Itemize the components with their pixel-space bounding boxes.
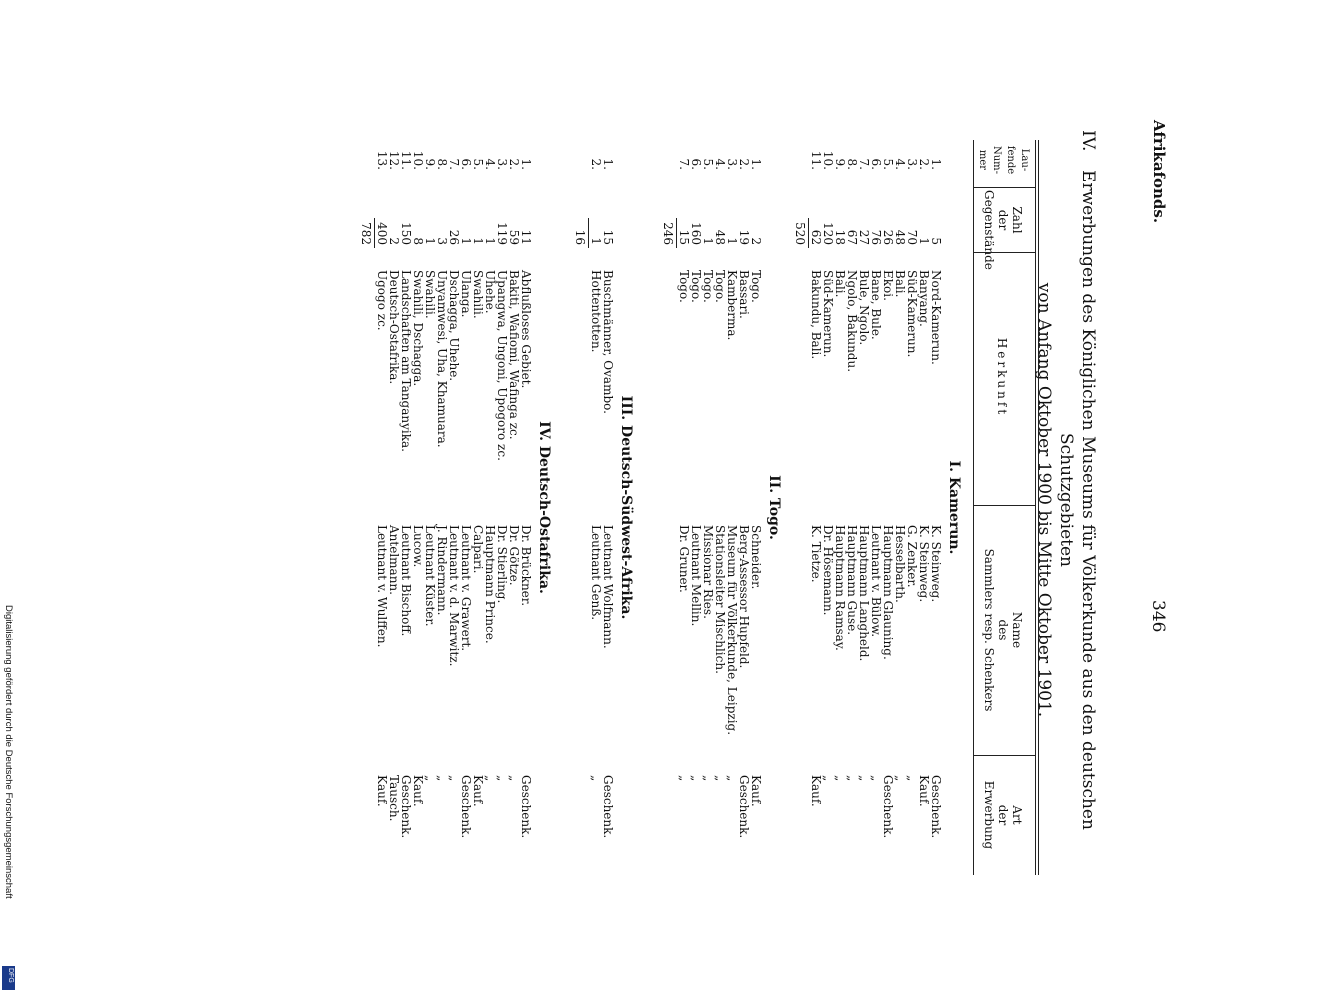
acquisition-cell: „ <box>725 775 739 782</box>
collector-cell: Leutnant Genß. <box>589 525 603 621</box>
header-collector: Name des Sammlers resp. Schenkers <box>982 548 1024 712</box>
row-number: 5. <box>701 158 715 170</box>
acquisition-cell: „ <box>845 775 859 782</box>
acquisition-cell: „ <box>507 775 521 782</box>
table-row <box>459 140 472 875</box>
item-count: 119 <box>495 222 509 245</box>
row-number: 2. <box>589 158 603 170</box>
dfg-logo <box>2 966 15 990</box>
origin-cell: Buschmänner, Ovambo. <box>601 270 615 414</box>
collector-cell: Hauptmann Guse. <box>845 525 859 636</box>
acquisition-cell: Kauf. <box>809 775 823 807</box>
row-number: 1. <box>929 158 943 170</box>
total-rule <box>808 218 809 248</box>
acquisition-cell: „ <box>495 775 509 782</box>
item-count: 1 <box>917 237 931 245</box>
acquisition-cell: „ <box>677 775 691 782</box>
table-row <box>495 140 508 875</box>
row-number: 4. <box>483 158 497 170</box>
collector-cell: Dr. Hösemann. <box>821 525 835 616</box>
collector-cell: K. Steinweg. <box>917 525 931 603</box>
origin-cell: Bali. <box>833 270 847 298</box>
item-count: 1 <box>471 237 485 245</box>
page-number: 346 <box>1148 600 1168 633</box>
acquisition-cell: „ <box>589 775 603 782</box>
collector-cell: J. Rindermann. <box>435 525 449 616</box>
table-row <box>821 140 834 875</box>
collector-cell: Hauptmann Langheld. <box>857 525 871 662</box>
item-count: 3 <box>435 237 449 245</box>
item-count: 1 <box>725 237 739 245</box>
credit-text: Digitalisierung gefördert durch die Deutsche Forschungsgemeinschaft <box>3 605 14 899</box>
item-count: 11 <box>519 229 533 245</box>
row-number: 9. <box>423 158 437 170</box>
row-number: 5. <box>881 158 895 170</box>
item-count: 1 <box>483 237 497 245</box>
table-row <box>677 140 690 875</box>
row-number: 8. <box>845 158 859 170</box>
origin-cell: Ulanga. <box>459 270 473 318</box>
collector-cell: Hesselbarth. <box>893 525 907 603</box>
total-rule <box>374 218 375 248</box>
collector-cell: Leutnant Wolfmann. <box>601 525 615 649</box>
row-number: 1. <box>601 158 615 170</box>
page-title <box>1033 120 1099 880</box>
acquisition-cell: Tausch. <box>387 775 401 822</box>
collector-cell: Dr. Gruner. <box>677 525 691 593</box>
collector-cell: Dr. Brückner. <box>519 525 533 607</box>
origin-cell: Togo. <box>749 270 763 303</box>
table-row <box>893 140 906 875</box>
row-number: 4. <box>893 158 907 170</box>
acquisition-cell: „ <box>905 775 919 782</box>
row-number: 13. <box>375 150 389 170</box>
table-row <box>905 140 918 875</box>
row-number: 12. <box>387 150 401 170</box>
acquisition-cell: Geschenk. <box>737 775 751 839</box>
table-top-rule <box>1038 140 1039 875</box>
running-head-title: Afrikafonds. <box>1150 120 1168 224</box>
item-count: 26 <box>447 229 461 245</box>
item-count: 150 <box>399 222 413 245</box>
item-count: 15 <box>677 229 691 245</box>
table-row <box>833 140 846 875</box>
origin-cell: Ugogo zc. <box>375 270 389 331</box>
col-divider-3 <box>974 505 1036 506</box>
section-total: 520 <box>793 222 807 245</box>
header-number: Lau- fende Num- mer <box>977 145 1030 175</box>
origin-cell: Togo. <box>677 270 691 303</box>
acquisition-cell: Geschenk. <box>399 775 413 839</box>
item-count: 160 <box>689 222 703 245</box>
item-count: 1 <box>423 237 437 245</box>
row-number: 7. <box>677 158 691 170</box>
origin-cell: Unyamwesi, Uha, Khamuara. <box>435 270 449 448</box>
collector-cell: Leutnant Mellin. <box>689 525 703 627</box>
section-total: 16 <box>573 229 587 245</box>
collector-cell: Dr. Götze. <box>507 525 521 586</box>
item-count: 27 <box>857 229 871 245</box>
row-number: 11. <box>399 150 413 170</box>
origin-cell: Bakundu, Bali. <box>809 270 823 360</box>
table-row <box>387 140 400 875</box>
table-row <box>519 140 532 875</box>
item-count: 400 <box>375 222 389 245</box>
acquisition-cell: „ <box>689 775 703 782</box>
acquisition-cell: „ <box>857 775 871 782</box>
item-count: 48 <box>713 229 727 245</box>
item-count: 18 <box>833 229 847 245</box>
acquisition-cell: Kauf. <box>471 775 485 807</box>
row-number: 3. <box>725 158 739 170</box>
section-title: III. Deutsch-Südwest-Afrika. <box>618 395 634 620</box>
total-rule <box>588 218 589 248</box>
table-row <box>411 140 424 875</box>
origin-cell: Dschagga, Uhehe. <box>447 270 461 382</box>
table-row <box>713 140 726 875</box>
collector-cell: Missionar Ries. <box>701 525 715 619</box>
collector-cell: K. Steinweg. <box>929 525 943 603</box>
item-count: 59 <box>507 229 521 245</box>
origin-cell: Landschaften am Tanganyika. <box>399 270 413 452</box>
origin-cell: Swahili. <box>423 270 437 319</box>
origin-cell: Nord-Kamerun. <box>929 270 943 365</box>
item-count: 19 <box>737 229 751 245</box>
origin-cell: Bule, Ngolo. <box>857 270 871 346</box>
acquisition-cell: Kauf. <box>375 775 389 807</box>
section-total: 246 <box>661 222 675 245</box>
item-count: 15 <box>601 229 615 245</box>
collector-cell: Antelmann. <box>387 525 401 595</box>
col-divider-4 <box>974 755 1036 756</box>
table-row <box>737 140 750 875</box>
dfg-credit <box>2 605 14 985</box>
origin-cell: Upangwa, Ungoni, Upogoro zc. <box>495 270 509 461</box>
collector-cell: Leutnant Bischoff. <box>399 525 413 637</box>
origin-cell: Süd-Kamerun. <box>821 270 835 358</box>
running-head <box>1138 120 1168 880</box>
section-title: IV. Deutsch-Ostafrika. <box>536 421 552 594</box>
table-row <box>589 140 602 875</box>
table-row <box>809 140 822 875</box>
origin-cell: Ekoi. <box>881 270 895 301</box>
table-top-rule-2 <box>1035 140 1036 875</box>
acquisition-cell: Geschenk. <box>519 775 533 839</box>
row-number: 10. <box>411 150 425 170</box>
item-count: 67 <box>845 229 859 245</box>
item-count: 76 <box>869 229 883 245</box>
origin-cell: Banyang. <box>917 270 931 327</box>
collector-cell: Leutnant Küster. <box>423 525 437 627</box>
item-count: 2 <box>387 237 401 245</box>
origin-cell: Bali. <box>893 270 907 298</box>
origin-cell: Swahili. <box>471 270 485 319</box>
row-number: 3. <box>905 158 919 170</box>
collector-cell: Calpari. <box>471 525 485 574</box>
table-row <box>447 140 460 875</box>
collector-cell: Hauptmann Prince. <box>483 525 497 644</box>
row-number: 1. <box>749 158 763 170</box>
acquisition-cell: „ <box>701 775 715 782</box>
origin-cell: Süd-Kamerun. <box>905 270 919 358</box>
title-roman: IV. <box>1078 130 1098 152</box>
acquisition-cell: „ <box>483 775 497 782</box>
row-number: 6. <box>869 158 883 170</box>
acquisition-cell: „ <box>713 775 727 782</box>
table-row <box>507 140 520 875</box>
origin-cell: Togo. <box>701 270 715 303</box>
table-row <box>399 140 412 875</box>
acquisition-cell: Kauf. <box>917 775 931 807</box>
acquisition-cell: „ <box>435 775 449 782</box>
row-number: 4. <box>713 158 727 170</box>
item-count: 48 <box>893 229 907 245</box>
item-count: 5 <box>929 237 943 245</box>
table-row <box>423 140 436 875</box>
table-row <box>701 140 714 875</box>
table-row <box>435 140 448 875</box>
item-count: 8 <box>411 237 425 245</box>
row-number: 1. <box>519 158 533 170</box>
item-count: 1 <box>459 237 473 245</box>
acquisition-cell: Geschenk. <box>459 775 473 839</box>
origin-cell: Kamberma. <box>725 270 739 341</box>
collector-cell: Lucow. <box>411 525 425 568</box>
collector-cell: Hauptmann Ramsay. <box>833 525 847 651</box>
header-count: Zahl der Gegenstände <box>982 190 1024 270</box>
acquisition-cell: Kauf. <box>411 775 425 807</box>
item-count: 2 <box>749 237 763 245</box>
section-total: 782 <box>359 222 373 245</box>
item-count: 1 <box>701 237 715 245</box>
table-row <box>689 140 702 875</box>
collector-cell: Leutnant v. Bülow. <box>869 525 883 638</box>
header-bottom-rule <box>973 140 974 875</box>
title-line-2: von Anfang Oktober 1900 bis Mitte Oktober 1901. <box>1034 282 1054 718</box>
collector-cell: K. Tietze. <box>809 525 823 583</box>
acquisition-cell: „ <box>893 775 907 782</box>
table-row <box>749 140 762 875</box>
row-number: 9. <box>833 158 847 170</box>
total-rule <box>676 218 677 248</box>
collector-cell: Leutnant v. Grawert. <box>459 525 473 652</box>
collector-cell: Museum für Völkerkunde, Leipzig. <box>725 525 739 736</box>
item-count: 120 <box>821 222 835 245</box>
collector-cell: Hauptmann Glauning. <box>881 525 895 660</box>
acquisition-cell: „ <box>821 775 835 782</box>
acquisition-cell: „ <box>423 775 437 782</box>
table-row <box>725 140 738 875</box>
table-row <box>917 140 930 875</box>
origin-cell: Uhehe. <box>483 270 497 314</box>
row-number: 2. <box>737 158 751 170</box>
collector-cell: Dr. Stierling. <box>495 525 509 604</box>
acquisition-cell: „ <box>833 775 847 782</box>
table-row <box>601 140 614 875</box>
col-divider-2 <box>974 252 1036 253</box>
acquisition-cell: „ <box>447 775 461 782</box>
row-number: 7. <box>857 158 871 170</box>
item-count: 62 <box>809 229 823 245</box>
origin-cell: Ngolo, Bakundu. <box>845 270 859 373</box>
acquisition-cell: Geschenk. <box>601 775 615 839</box>
row-number: 3. <box>495 158 509 170</box>
origin-cell: Bakiti, Wafiomi, Wafinga zc. <box>507 270 521 440</box>
row-number: 2. <box>917 158 931 170</box>
table-row <box>869 140 882 875</box>
row-number: 10. <box>821 150 835 170</box>
table-row <box>857 140 870 875</box>
origin-cell: Deutsch-Ostafrika. <box>387 270 401 385</box>
origin-cell: Bassari. <box>737 270 751 319</box>
col-divider-1 <box>974 187 1036 188</box>
origin-cell: Swahili, Dschagga. <box>411 270 425 387</box>
header-acquisition: Art der Erwerbung <box>982 780 1024 850</box>
table-row <box>471 140 484 875</box>
row-number: 11. <box>809 150 823 170</box>
table-row <box>845 140 858 875</box>
header-origin: Herkunft <box>995 337 1009 418</box>
acquisition-cell: Geschenk. <box>929 775 943 839</box>
acquisition-cell: „ <box>869 775 883 782</box>
row-number: 7. <box>447 158 461 170</box>
origin-cell: Bane, Bule. <box>869 270 883 340</box>
origin-cell: Togo. <box>713 270 727 303</box>
collector-cell: Berg-Assessor Hupfeld. <box>737 525 751 669</box>
item-count: 1 <box>589 237 603 245</box>
acquisition-cell: Kauf. <box>749 775 763 807</box>
origin-cell: Hottentotten. <box>589 270 603 353</box>
origin-cell: Togo. <box>689 270 703 303</box>
collector-cell: Stationsleiter Mischlich. <box>713 525 727 674</box>
section-title: II. Togo. <box>766 475 782 540</box>
origin-cell: Abflußloses Gebiet. <box>519 270 533 389</box>
row-number: 8. <box>435 158 449 170</box>
section-title: I. Kamerun. <box>946 460 962 555</box>
row-number: 6. <box>459 158 473 170</box>
collector-cell: Leutnant v. d. Marwitz. <box>447 525 461 667</box>
collector-cell: Schneider. <box>749 525 763 590</box>
table-row <box>483 140 496 875</box>
title-line-1: Erwerbungen des Königlichen Museums für Völkerkunde aus den deutschen Schutzgebieten <box>1056 170 1098 830</box>
table-row <box>929 140 942 875</box>
item-count: 70 <box>905 229 919 245</box>
acquisition-cell: Geschenk. <box>881 775 895 839</box>
collector-cell: Leutnant v. Wulffen. <box>375 525 389 648</box>
row-number: 6. <box>689 158 703 170</box>
dfg-logo-text: DFG <box>7 968 14 983</box>
table-row <box>375 140 388 875</box>
row-number: 5. <box>471 158 485 170</box>
table-row <box>881 140 894 875</box>
row-number: 2. <box>507 158 521 170</box>
collector-cell: G. Zenker. <box>905 525 919 588</box>
item-count: 26 <box>881 229 895 245</box>
